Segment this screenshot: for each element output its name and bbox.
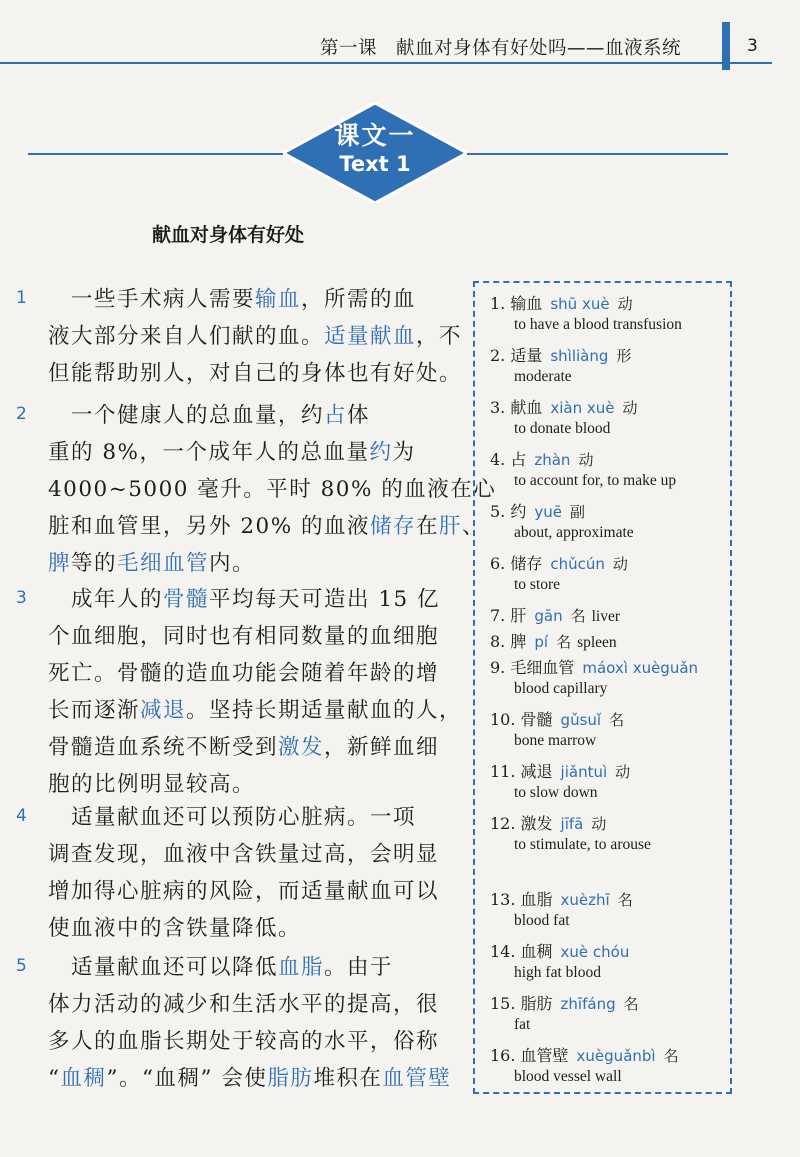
vocab-gloss: blood capillary — [514, 680, 608, 697]
vocab-gloss: bone marrow — [514, 732, 597, 749]
vocab-entry — [490, 291, 682, 334]
vocab-word: 14. 血稠 — [490, 942, 553, 961]
vocab-entry — [490, 811, 651, 854]
paragraph-line — [48, 767, 255, 798]
vocab-pinyin: jīfā — [560, 815, 584, 833]
vocab-gloss: blood vessel wall — [514, 1068, 622, 1085]
paragraph-line — [48, 356, 462, 387]
vocab-highlight: 占 — [324, 403, 348, 428]
text-segment: 适量献血还可以降低 — [48, 955, 279, 980]
paragraph-line — [48, 950, 393, 981]
vocab-gloss: blood fat — [514, 912, 570, 929]
vocab-entry — [490, 499, 634, 542]
vocab-part-of-speech: 动 — [617, 295, 633, 313]
vocab-pinyin: gān — [534, 607, 563, 625]
vocab-part-of-speech: 名 — [570, 607, 586, 625]
vocab-gloss: to donate blood — [514, 420, 611, 437]
vocab-word: 5. 约 — [490, 502, 527, 521]
text-segment: 、 — [462, 514, 486, 539]
vocab-word: 3. 献血 — [490, 398, 543, 417]
text-segment: ，新鲜血细 — [324, 735, 440, 760]
paragraph-line — [48, 509, 485, 540]
text-segment: 调查发现，血液中含铁量过高，会明显 — [48, 842, 440, 867]
text-segment: 但能帮助别人，对自己的身体也有好处。 — [48, 361, 463, 386]
vocab-entry — [490, 707, 624, 750]
vocab-entry — [490, 551, 628, 594]
text-segment: ”。“血稠” 会使 — [106, 1066, 268, 1091]
vocab-pinyin: yuē — [534, 503, 562, 521]
vocab-part-of-speech: 形 — [616, 347, 632, 365]
vocab-highlight: 肝 — [439, 514, 463, 539]
text-segment: 成年人的 — [48, 587, 164, 612]
paragraph-line — [48, 582, 440, 613]
text-segment: 死亡。骨髓的造血功能会随着年龄的增 — [48, 661, 440, 686]
paragraph-line — [48, 730, 439, 761]
text-segment: 一个健康人的总血量，约 — [48, 403, 325, 428]
paragraph-line — [48, 282, 416, 313]
vocab-part-of-speech: 动 — [591, 815, 607, 833]
vocab-pinyin: shìliàng — [550, 347, 609, 365]
text-segment: 个血细胞，同时也有相同数量的血细胞 — [48, 624, 440, 649]
text-segment: 胞的比例明显较高。 — [48, 772, 256, 797]
vocab-entry — [490, 887, 633, 930]
text-segment: 等的 — [71, 551, 118, 576]
vocab-gloss: high fat blood — [514, 964, 601, 981]
vocab-gloss: to store — [514, 576, 561, 593]
text-segment: 体力活动的减少和生活水平的提高，很 — [48, 992, 440, 1017]
paragraph-line — [48, 800, 416, 831]
page-number: 3 — [747, 36, 758, 56]
vocab-gloss: to stimulate, to arouse — [514, 836, 651, 853]
vocab-word: 9. 毛细血管 — [490, 658, 575, 677]
vocab-part-of-speech: 名 — [556, 633, 572, 651]
text-segment: 适量献血还可以预防心脏病。一项 — [48, 805, 417, 830]
text-segment: 为 — [392, 440, 416, 465]
vocab-word: 15. 脂肪 — [490, 994, 553, 1013]
paragraph-number: 1 — [16, 288, 27, 308]
vocab-gloss: about, approximate — [514, 524, 634, 541]
vocab-entry — [490, 991, 639, 1034]
vocab-pinyin: xuèguǎnbì — [576, 1047, 656, 1065]
vocab-pinyin: xiàn xuè — [550, 399, 615, 417]
vocab-pinyin: xuè chóu — [560, 943, 630, 961]
vocab-gloss: spleen — [577, 634, 617, 651]
text-segment: 重的 8%，一个成年人的总血量 — [48, 440, 370, 465]
paragraph-line — [48, 1061, 451, 1092]
vocab-word: 13. 血脂 — [490, 890, 553, 909]
vocab-part-of-speech: 动 — [615, 763, 631, 781]
vocab-pinyin: zhàn — [534, 451, 571, 469]
vocab-entry — [490, 655, 698, 698]
vocab-word: 4. 占 — [490, 450, 527, 469]
vocab-entry — [490, 1043, 679, 1086]
vocab-gloss: to slow down — [514, 784, 598, 801]
text-segment: 骨髓造血系统不断受到 — [48, 735, 279, 760]
vocab-entry — [490, 603, 620, 626]
paragraph-line — [48, 398, 370, 429]
header-rule — [0, 62, 772, 64]
paragraph-line — [48, 472, 496, 503]
paragraph-line — [48, 656, 439, 687]
vocab-highlight: 脾 — [48, 551, 72, 576]
text-segment: 内。 — [209, 551, 256, 576]
vocab-word: 6. 储存 — [490, 554, 543, 573]
vocab-part-of-speech: 动 — [622, 399, 638, 417]
vocab-highlight: 适量献血 — [324, 324, 417, 349]
text-segment: 在 — [415, 514, 439, 539]
vocab-gloss: to have a blood transfusion — [514, 316, 682, 333]
vocab-highlight: 输血 — [255, 287, 302, 312]
text-segment: 4000~5000 毫升。平时 80% 的血液在心 — [48, 477, 497, 502]
text-segment: 多人的血脂长期处于较高的水平，俗称 — [48, 1029, 440, 1054]
vocab-highlight: 减退 — [140, 698, 187, 723]
vocab-word: 8. 脾 — [490, 632, 527, 651]
paragraph-line — [48, 874, 439, 905]
text-segment: 液大部分来自人们献的血。 — [48, 324, 325, 349]
banner-chinese: 课文一 — [334, 121, 416, 150]
paragraph-line — [48, 1024, 439, 1055]
vocab-highlight: 血脂 — [278, 955, 325, 980]
paragraph-line — [48, 911, 301, 942]
paragraph-number: 4 — [16, 806, 27, 826]
vocab-word: 2. 适量 — [490, 346, 543, 365]
vocab-part-of-speech: 动 — [578, 451, 594, 469]
vocab-pinyin: gǔsuǐ — [560, 711, 602, 729]
vocab-part-of-speech: 名 — [617, 891, 633, 909]
paragraph-line — [48, 435, 415, 466]
paragraph-line — [48, 987, 439, 1018]
vocab-word: 16. 血管壁 — [490, 1046, 569, 1065]
vocab-word: 10. 骨髓 — [490, 710, 553, 729]
vocab-gloss: moderate — [514, 368, 572, 385]
paragraph-line — [48, 619, 439, 650]
vocab-part-of-speech: 名 — [663, 1047, 679, 1065]
vocab-pinyin: máoxì xuèguǎn — [582, 659, 699, 677]
text-segment: 使血液中的含铁量降低。 — [48, 916, 302, 941]
text-segment: 体 — [347, 403, 371, 428]
vocab-highlight: 血管壁 — [382, 1066, 452, 1091]
vocab-pinyin: shū xuè — [550, 295, 610, 313]
vocab-gloss: liver — [591, 608, 621, 625]
vocab-word: 1. 输血 — [490, 294, 543, 313]
text-segment: 。坚持长期适量献血的人， — [186, 698, 463, 723]
text-segment: 平均每天可造出 15 亿 — [209, 587, 441, 612]
text-segment: 。由于 — [324, 955, 394, 980]
vocab-highlight: 毛细血管 — [117, 551, 210, 576]
vocab-part-of-speech: 名 — [623, 995, 639, 1013]
vocab-entry — [490, 447, 676, 490]
page-header-title: 第一课 献血对身体有好处吗——血液系统 — [320, 38, 682, 59]
vocab-word: 7. 肝 — [490, 606, 527, 625]
vocab-highlight: 储存 — [369, 514, 416, 539]
paragraph-line — [48, 837, 439, 868]
paragraph-number: 2 — [16, 404, 27, 424]
vocab-gloss: fat — [514, 1016, 531, 1033]
vocab-highlight: 脂肪 — [267, 1066, 314, 1091]
vocab-pinyin: xuèzhī — [560, 891, 610, 909]
vocab-highlight: 激发 — [278, 735, 325, 760]
vocab-part-of-speech: 动 — [612, 555, 628, 573]
vocab-pinyin: zhīfáng — [560, 995, 616, 1013]
vocab-entry — [490, 629, 617, 652]
vocab-entry — [490, 343, 631, 386]
vocab-pinyin: jiǎntuì — [560, 763, 608, 781]
vocab-word: 11. 减退 — [490, 762, 553, 781]
vocab-word: 12. 激发 — [490, 814, 553, 833]
vocab-highlight: 约 — [369, 440, 393, 465]
paragraph-line — [48, 546, 255, 577]
text-segment: 脏和血管里，另外 20% 的血液 — [48, 514, 370, 539]
vocab-part-of-speech: 副 — [569, 503, 585, 521]
vocab-pinyin: chǔcún — [550, 555, 605, 573]
banner-english: Text 1 — [339, 152, 411, 176]
paragraph-number: 3 — [16, 588, 27, 608]
paragraph-number: 5 — [16, 956, 27, 976]
vocabulary-box — [473, 281, 732, 1094]
vocab-gloss: to account for, to make up — [514, 472, 677, 489]
text-segment: 长而逐渐 — [48, 698, 141, 723]
text-segment: 增加得心脏病的风险，而适量献血可以 — [48, 879, 440, 904]
text-segment: 堆积在 — [313, 1066, 383, 1091]
text-title: 献血对身体有好处 — [152, 224, 305, 246]
text-segment: ，不 — [416, 324, 463, 349]
text-segment: 一些手术病人需要 — [48, 287, 256, 312]
vocab-highlight: 骨髓 — [163, 587, 210, 612]
vocab-entry — [490, 759, 630, 802]
vocab-highlight: 血稠 — [60, 1066, 107, 1091]
text-segment: ，所需的血 — [301, 287, 417, 312]
text-segment: “ — [48, 1066, 61, 1091]
vocab-entry — [490, 395, 638, 438]
paragraph-line — [48, 693, 462, 724]
vocab-part-of-speech: 名 — [609, 711, 625, 729]
vocab-pinyin: pí — [534, 633, 549, 651]
paragraph-line — [48, 319, 462, 350]
vocab-entry — [490, 939, 629, 982]
